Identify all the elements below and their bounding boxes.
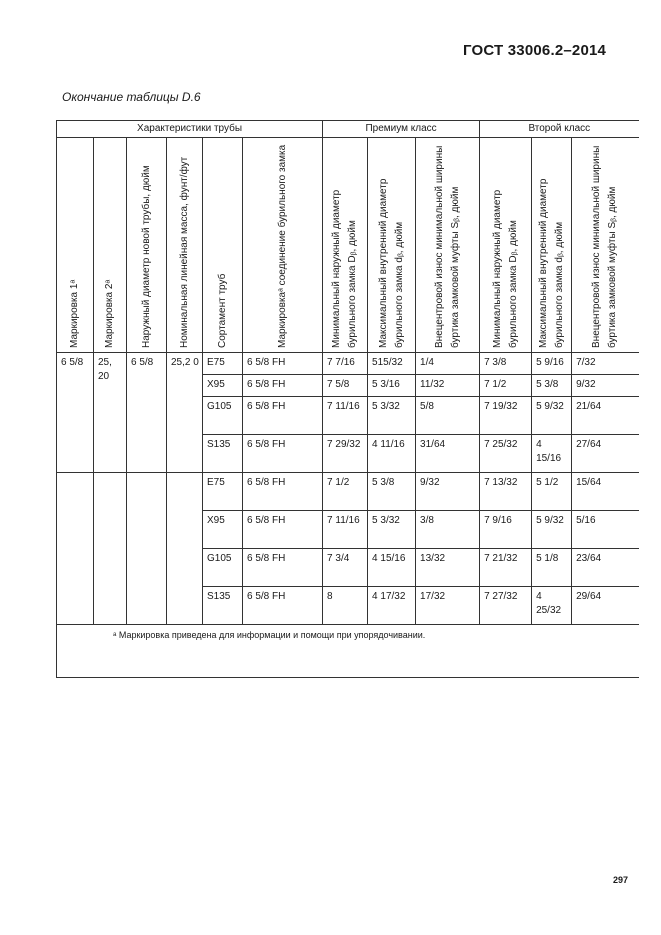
- cell-value: 31/64: [416, 435, 480, 473]
- cell-linear-mass: 25,2 0: [167, 353, 203, 473]
- group-premium-class: Премиум класс: [323, 121, 480, 138]
- cell-outer-diameter: 6 5/8: [127, 353, 167, 473]
- col-header-second-min-od: [480, 138, 532, 353]
- cell-grade: E75: [203, 353, 243, 375]
- cell-value: 11/32: [416, 375, 480, 397]
- col-header-second-shoulder: [572, 138, 639, 353]
- cell-value: 23/64: [572, 549, 639, 587]
- spec-table: [56, 120, 639, 678]
- cell-value: 21/64: [572, 397, 639, 435]
- cell-grade: G105: [203, 397, 243, 435]
- cell-value: 5 1/2: [532, 473, 572, 511]
- cell-value: 5 9/32: [532, 511, 572, 549]
- page-number: 297: [613, 875, 629, 885]
- cell-grade: G105: [203, 549, 243, 587]
- cell-grade: E75: [203, 473, 243, 511]
- cell-value: 7 7/16: [323, 353, 368, 375]
- standard-designation: ГОСТ 33006.2–2014: [463, 42, 607, 59]
- col-header-pipe-grade: [203, 138, 243, 353]
- cell-value: 7 1/2: [323, 473, 368, 511]
- cell-value: 7 11/16: [323, 397, 368, 435]
- cell-joint: 6 5/8 FH: [243, 397, 323, 435]
- cell-value: 5 9/16: [532, 353, 572, 375]
- cell-value: 7 3/4: [323, 549, 368, 587]
- col-header-text: Маркировкаᵃ соединение бурильного замка: [276, 144, 288, 348]
- cell-grade: S135: [203, 587, 243, 625]
- cell-joint: 6 5/8 FH: [243, 353, 323, 375]
- cell-value: 17/32: [416, 587, 480, 625]
- col-header-tool-joint: [243, 138, 323, 353]
- cell-value: 4 15/16: [368, 549, 416, 587]
- col-header-text: Наружный диаметр новой трубы, дюйм: [140, 165, 152, 348]
- cell-value: 5 3/32: [368, 511, 416, 549]
- cell-value: 9/32: [416, 473, 480, 511]
- cell-value: 7 29/32: [323, 435, 368, 473]
- cell-joint: 6 5/8 FH: [243, 587, 323, 625]
- cell-joint: 6 5/8 FH: [243, 511, 323, 549]
- cell-value: 7 13/32: [480, 473, 532, 511]
- group-pipe-characteristics: Характеристики трубы: [57, 121, 323, 138]
- cell-value: 7 3/8: [480, 353, 532, 375]
- cell-value: 9/32: [572, 375, 639, 397]
- cell-value: 5/8: [416, 397, 480, 435]
- cell-value: 13/32: [416, 549, 480, 587]
- col-header-text: Маркировка 1ᵃ: [69, 279, 80, 348]
- cell-value: 29/64: [572, 587, 639, 625]
- group-second-class: Второй класс: [480, 121, 639, 138]
- col-header-text: Минимальный наружный диаметр бурильного замка Dᵦ, дюйм: [491, 189, 519, 348]
- col-header-text: Минимальный наружный диаметр бурильного замка Dᵦ, дюйм: [331, 189, 359, 348]
- cell-outer-diameter: [127, 473, 167, 625]
- cell-value: 7 5/8: [323, 375, 368, 397]
- col-header-text: Номинальная линейная масса, фунт/фут: [178, 156, 190, 348]
- cell-value: 7 21/32: [480, 549, 532, 587]
- column-header-row: [57, 138, 639, 353]
- col-header-text: Маркировка 2ᵃ: [104, 279, 115, 348]
- col-header-second-max-id: [532, 138, 572, 353]
- cell-mark2: 25, 20: [94, 353, 127, 473]
- cell-value: 15/64: [572, 473, 639, 511]
- cell-grade: S135: [203, 435, 243, 473]
- cell-value: 5 3/32: [368, 397, 416, 435]
- cell-value: 5 1/8: [532, 549, 572, 587]
- col-header-premium-min-od: [323, 138, 368, 353]
- cell-mark2: [94, 473, 127, 625]
- table-row: [57, 353, 639, 375]
- cell-value: 27/64: [572, 435, 639, 473]
- cell-value: 5 9/32: [532, 397, 572, 435]
- cell-value: 4 11/16: [368, 435, 416, 473]
- col-header-outer-diameter: [127, 138, 167, 353]
- cell-value: 4 25/32: [532, 587, 572, 625]
- cell-mark1: 6 5/8: [57, 353, 94, 473]
- footnote-spacer-row: [57, 652, 639, 678]
- spec-table-container: [56, 120, 638, 652]
- col-header-linear-mass: [167, 138, 203, 353]
- table-footnote: ᵃ Маркировка приведена для информации и помощи при упорядочивании.: [57, 625, 639, 653]
- table-bottom-border: [57, 652, 639, 678]
- cell-value: 5 3/8: [368, 473, 416, 511]
- col-header-text: Сортамент труб: [216, 273, 228, 348]
- cell-value: 3/8: [416, 511, 480, 549]
- cell-joint: 6 5/8 FH: [243, 375, 323, 397]
- cell-value: 7 19/32: [480, 397, 532, 435]
- footnote-row: [57, 625, 639, 653]
- col-header-premium-max-id: [368, 138, 416, 353]
- cell-mark1: [57, 473, 94, 625]
- cell-linear-mass: [167, 473, 203, 625]
- cell-joint: 6 5/8 FH: [243, 473, 323, 511]
- table-row: [57, 473, 639, 511]
- cell-value: 1/4: [416, 353, 480, 375]
- cell-value: 7 25/32: [480, 435, 532, 473]
- table-caption: Окончание таблицы D.6: [62, 90, 201, 104]
- cell-value: 5/16: [572, 511, 639, 549]
- col-header-text: Максимальный внутренний диаметр бурильного замка dᵦ, дюйм: [537, 178, 565, 348]
- cell-joint: 6 5/8 FH: [243, 549, 323, 587]
- cell-grade: X95: [203, 375, 243, 397]
- cell-value: 4 17/32: [368, 587, 416, 625]
- group-header-row: [57, 121, 639, 138]
- cell-value: 7 9/16: [480, 511, 532, 549]
- cell-value: 5 3/8: [532, 375, 572, 397]
- col-header-mark2: [94, 138, 127, 353]
- cell-value: 5 3/16: [368, 375, 416, 397]
- col-header-text: Внецентровой износ минимальной ширины буртика замковой муфты Sᵦ, дюйм: [591, 145, 619, 348]
- cell-value: 7 1/2: [480, 375, 532, 397]
- col-header-mark1: [57, 138, 94, 353]
- cell-value: 8: [323, 587, 368, 625]
- col-header-text: Максимальный внутренний диаметр бурильного замка dᵦ, дюйм: [377, 178, 405, 348]
- cell-grade: X95: [203, 511, 243, 549]
- cell-value: 7/32: [572, 353, 639, 375]
- col-header-text: Внецентровой износ минимальной ширины буртика замковой муфты Sᵦ, дюйм: [433, 145, 461, 348]
- cell-value: 7 11/16: [323, 511, 368, 549]
- cell-value: 515/32: [368, 353, 416, 375]
- cell-value: 7 27/32: [480, 587, 532, 625]
- cell-joint: 6 5/8 FH: [243, 435, 323, 473]
- cell-value: 4 15/16: [532, 435, 572, 473]
- col-header-premium-shoulder: [416, 138, 480, 353]
